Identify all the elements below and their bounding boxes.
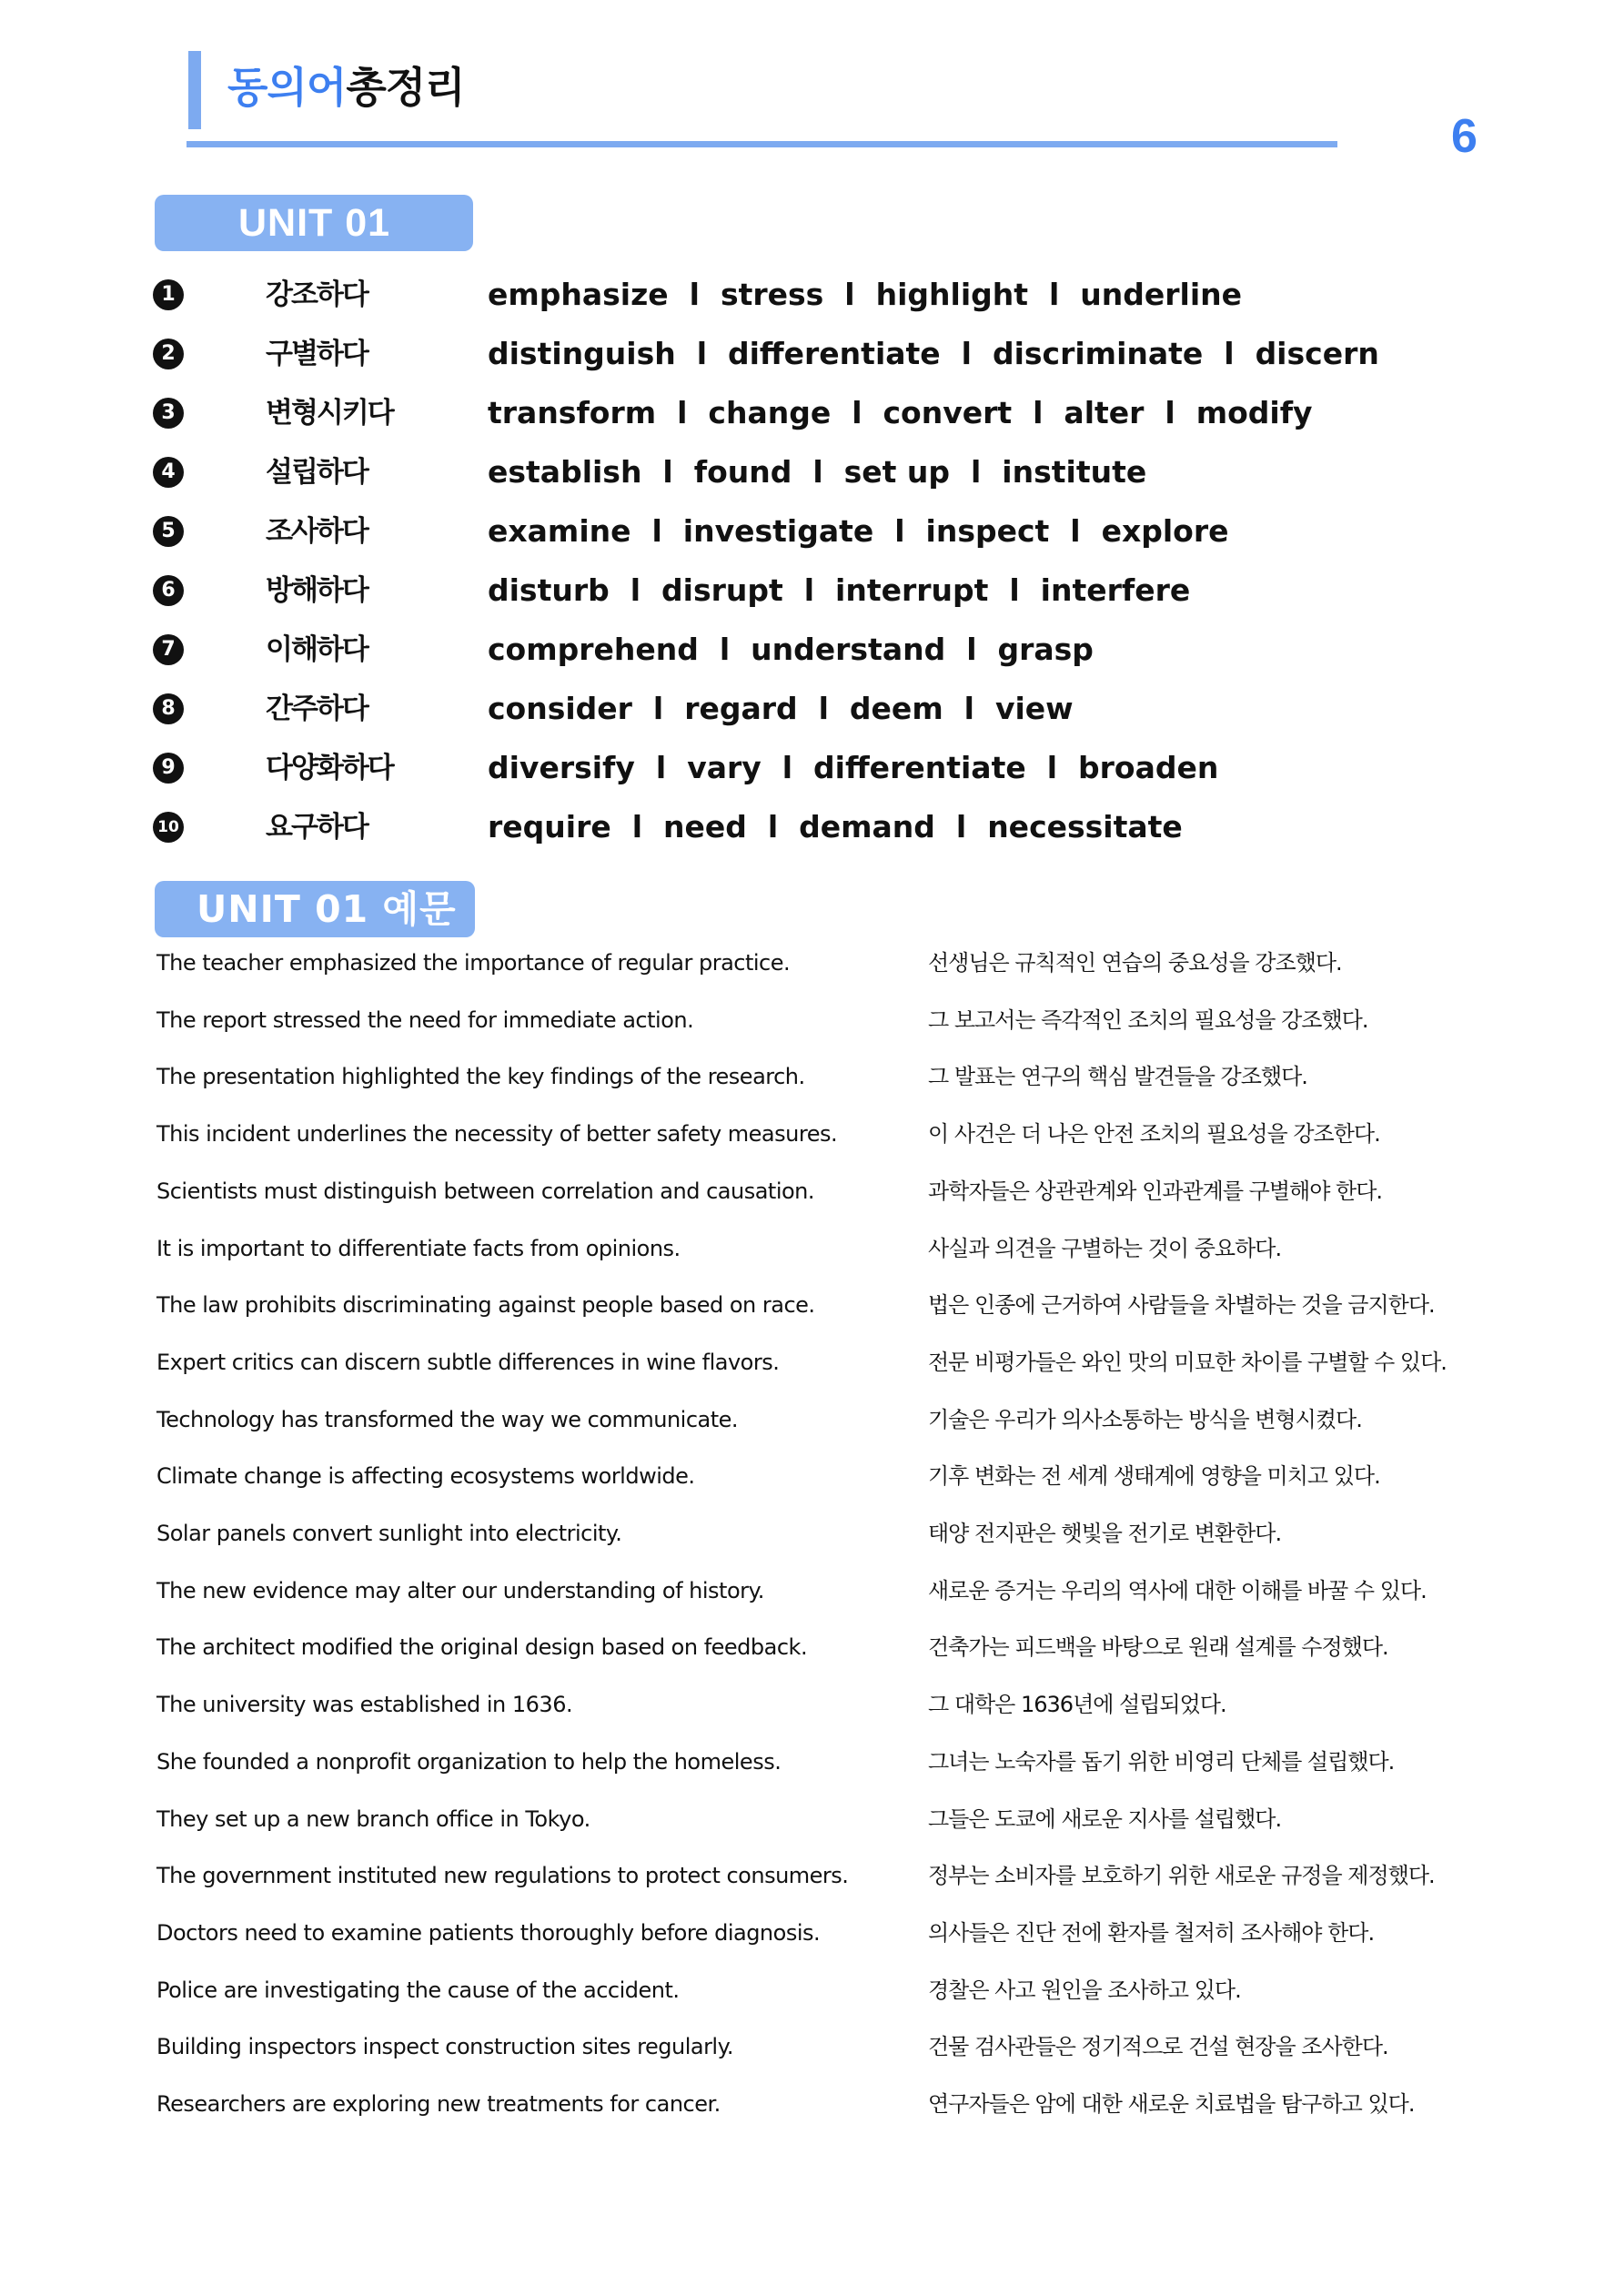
example-english: The presentation highlighted the key findings of the research. [156, 1064, 805, 1089]
example-row [0, 1515, 1624, 1561]
example-korean: 과학자들은 상관관계와 인과관계를 구별해야 한다. [928, 1178, 1383, 1204]
example-english: The new evidence may alter our understanding of history. [156, 1578, 764, 1603]
example-korean: 경찰은 사고 원인을 조사하고 있다. [928, 1977, 1241, 2003]
vocab-number-badge: 10 [153, 812, 184, 843]
example-row [0, 1230, 1624, 1276]
vocab-synonyms: emphasize l stress l highlight l underline [488, 277, 1243, 312]
example-korean: 기후 변화는 전 세계 생태계에 영향을 미치고 있다. [928, 1463, 1380, 1489]
example-korean: 그 발표는 연구의 핵심 발견들을 강조했다. [928, 1064, 1307, 1089]
vocab-row [0, 566, 1624, 621]
example-english: Doctors need to examine patients thoroughly before diagnosis. [156, 1920, 821, 1946]
vocab-synonyms: diversify l vary l differentiate l broaden [488, 750, 1219, 785]
example-korean: 그들은 도쿄에 새로운 지사를 설립했다. [928, 1806, 1282, 1832]
example-english: The architect modified the original design based on feedback. [156, 1634, 808, 1660]
vocab-row [0, 448, 1624, 502]
vocab-korean: 요구하다 [266, 811, 368, 844]
example-english: Researchers are exploring new treatments for cancer. [156, 2091, 721, 2117]
example-english: Solar panels convert sunlight into electricity. [156, 1521, 622, 1546]
vocab-number-badge: 8 [153, 693, 184, 724]
example-korean: 사실과 의견을 구별하는 것이 중요하다. [928, 1236, 1282, 1261]
example-korean: 태양 전지판은 햇빛을 전기로 변환한다. [928, 1521, 1282, 1546]
vocab-number-badge: 3 [153, 398, 184, 429]
vocab-number-badge: 1 [153, 279, 184, 310]
vocab-korean: 구별하다 [266, 338, 368, 370]
vocab-number-badge: 9 [153, 753, 184, 784]
example-row [0, 945, 1624, 990]
vocab-synonyms: disturb l disrupt l interrupt l interfere [488, 572, 1191, 608]
example-english: Technology has transformed the way we communicate. [156, 1407, 739, 1432]
example-row [0, 1002, 1624, 1047]
example-row [0, 1344, 1624, 1390]
vocab-korean: 조사하다 [266, 515, 368, 548]
vocab-synonyms: comprehend l understand l grasp [488, 632, 1094, 667]
vocab-korean: 변형시키다 [266, 397, 393, 430]
example-english: Police are investigating the cause of the accident. [156, 1977, 680, 2003]
page-title [227, 60, 465, 115]
example-english: This incident underlines the necessity of better safety measures. [156, 1121, 838, 1147]
vocab-korean: 이해하다 [266, 633, 368, 666]
vocab-number-badge: 7 [153, 634, 184, 665]
example-english: She founded a nonprofit organization to help the homeless. [156, 1749, 782, 1775]
example-row [0, 2086, 1624, 2131]
example-english: Building inspectors inspect construction sites regularly. [156, 2034, 734, 2059]
example-korean: 기술은 우리가 의사소통하는 방식을 변형시켰다. [928, 1407, 1362, 1432]
example-english: The law prohibits discriminating against people based on race. [156, 1292, 815, 1318]
example-english: The report stressed the need for immediate action. [156, 1007, 694, 1033]
example-row [0, 2028, 1624, 2074]
vocab-row [0, 507, 1624, 561]
example-korean: 건물 검사관들은 정기적으로 건설 현장을 조사한다. [928, 2034, 1388, 2059]
example-english: The government instituted new regulations to protect consumers. [156, 1863, 849, 1888]
vocab-korean: 설립하다 [266, 456, 368, 489]
example-korean: 의사들은 진단 전에 환자를 철저히 조사해야 한다. [928, 1920, 1375, 1946]
vocab-korean: 방해하다 [266, 574, 368, 607]
vocab-row [0, 803, 1624, 857]
vocab-synonyms: consider l regard l deem l view [488, 691, 1074, 726]
example-english: Expert critics can discern subtle differences in wine flavors. [156, 1350, 780, 1375]
example-korean: 새로운 증거는 우리의 역사에 대한 이해를 바꿀 수 있다. [928, 1578, 1427, 1603]
example-english: Climate change is affecting ecosystems worldwide. [156, 1463, 695, 1489]
vocab-row [0, 743, 1624, 798]
example-english: It is important to differentiate facts from opinions. [156, 1236, 681, 1261]
example-korean: 법은 인종에 근거하여 사람들을 차별하는 것을 금지한다. [928, 1292, 1435, 1318]
example-row [0, 1458, 1624, 1503]
example-korean: 연구자들은 암에 대한 새로운 치료법을 탐구하고 있다. [928, 2091, 1415, 2117]
example-english: The university was established in 1636. [156, 1692, 573, 1717]
unit-label: UNIT 01 [238, 201, 391, 245]
example-row [0, 1686, 1624, 1732]
example-korean: 정부는 소비자를 보호하기 위한 새로운 규정을 제정했다. [928, 1863, 1435, 1888]
vocab-row [0, 625, 1624, 680]
page-title-accent: 동의어 [227, 63, 347, 112]
page-number: 6 [1451, 110, 1478, 163]
vocab-row [0, 684, 1624, 739]
vocab-korean: 강조하다 [266, 278, 368, 311]
vocab-number-badge: 5 [153, 516, 184, 547]
title-accent-bar [188, 51, 201, 129]
example-row [0, 1173, 1624, 1219]
example-korean: 이 사건은 더 나은 안전 조치의 필요성을 강조한다. [928, 1121, 1380, 1147]
example-korean: 그 보고서는 즉각적인 조치의 필요성을 강조했다. [928, 1007, 1368, 1033]
vocab-row [0, 270, 1624, 325]
vocab-row [0, 329, 1624, 384]
vocab-row [0, 389, 1624, 443]
vocab-synonyms: require l need l demand l necessitate [488, 809, 1183, 845]
vocab-number-badge: 6 [153, 575, 184, 606]
page-title-rest: 총정리 [346, 63, 465, 112]
example-korean: 전문 비평가들은 와인 맛의 미묘한 차이를 구별할 수 있다. [928, 1350, 1447, 1375]
unit-label-badge [155, 195, 473, 251]
vocab-synonyms: transform l change l convert l alter l modify [488, 395, 1313, 430]
example-row [0, 1629, 1624, 1674]
vocab-korean: 간주하다 [266, 693, 368, 725]
example-english: The teacher emphasized the importance of regular practice. [156, 950, 791, 976]
example-row [0, 1857, 1624, 1903]
example-row [0, 1915, 1624, 1960]
vocab-korean: 다양화하다 [266, 752, 393, 784]
examples-label: UNIT 01 예문 [197, 887, 457, 931]
example-row [0, 1287, 1624, 1332]
vocab-synonyms: distinguish l differentiate l discriminate l discern [488, 336, 1379, 371]
example-korean: 그녀는 노숙자를 돕기 위한 비영리 단체를 설립했다. [928, 1749, 1395, 1775]
title-divider [187, 141, 1337, 147]
example-korean: 선생님은 규칙적인 연습의 중요성을 강조했다. [928, 950, 1342, 976]
vocab-number-badge: 2 [153, 339, 184, 369]
example-row [0, 1801, 1624, 1846]
example-row [0, 1573, 1624, 1618]
examples-label-badge [155, 881, 475, 937]
vocab-number-badge: 4 [153, 457, 184, 488]
example-row [0, 1116, 1624, 1161]
example-row [0, 1401, 1624, 1447]
vocab-synonyms: establish l found l set up l institute [488, 454, 1147, 490]
example-english: They set up a new branch office in Tokyo. [156, 1806, 590, 1832]
example-row [0, 1744, 1624, 1789]
example-row [0, 1058, 1624, 1104]
example-english: Scientists must distinguish between correlation and causation. [156, 1178, 815, 1204]
vocab-synonyms: examine l investigate l inspect l explore [488, 513, 1229, 549]
example-row [0, 1972, 1624, 2018]
example-korean: 건축가는 피드백을 바탕으로 원래 설계를 수정했다. [928, 1634, 1388, 1660]
example-korean: 그 대학은 1636년에 설립되었다. [928, 1692, 1226, 1717]
